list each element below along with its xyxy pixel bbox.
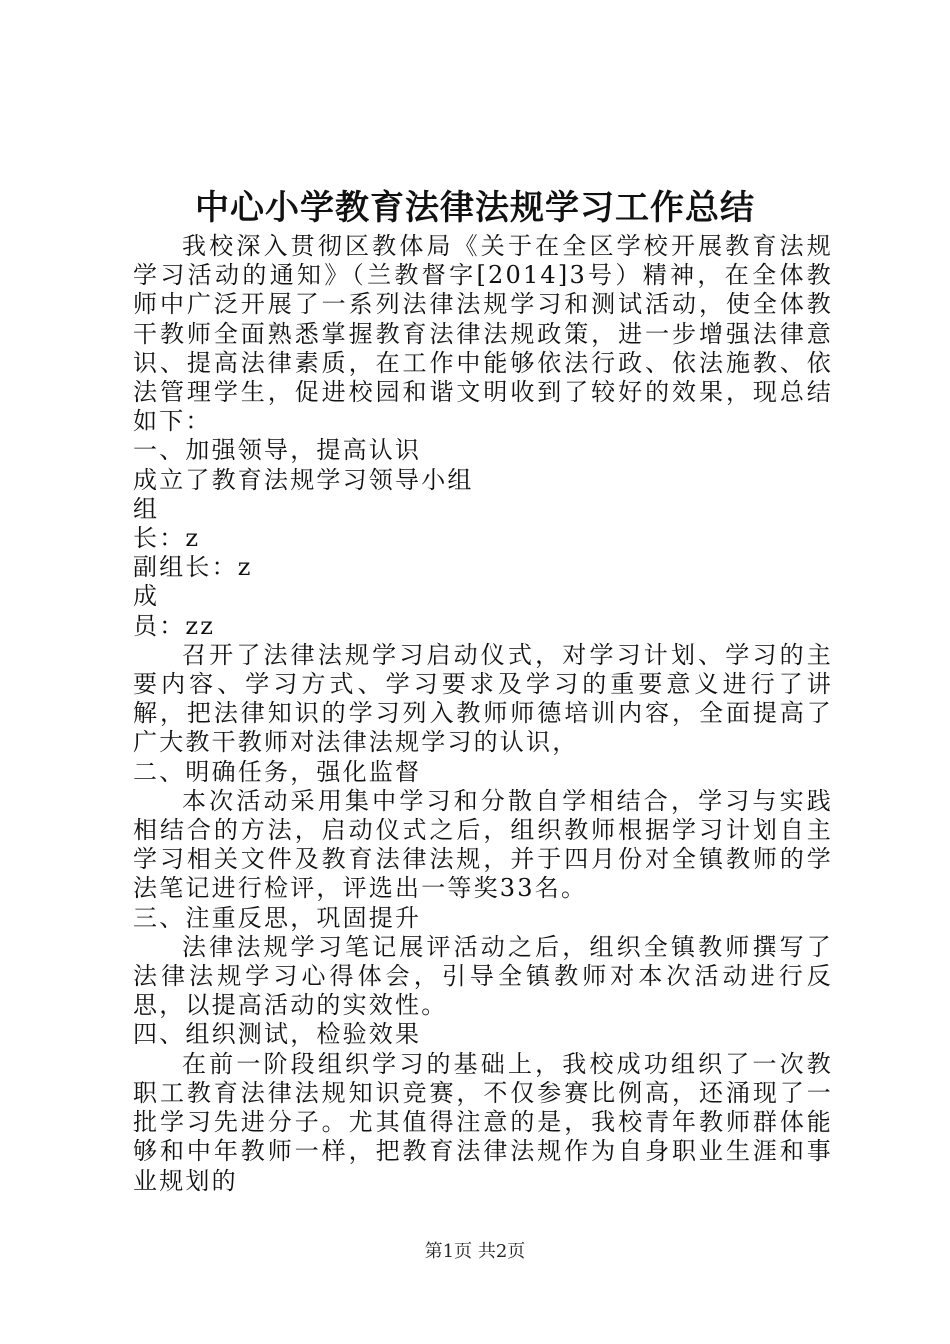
member-members: 员：zz bbox=[133, 611, 216, 640]
paragraph-leadership-group: 成立了教育法规学习领导小组 bbox=[133, 465, 474, 494]
paragraph-test-results: 在前一阶段组织学习的基础上，我校成功组织了一次教职工教育法律法规知识竞赛，不仅参赛比例高，还涌现了一批学习先进分子。尤其值得注意的是，我校青年教师群体能够和中年教师一样，把教育法律法规作为自身职业生涯和事业规划的 bbox=[133, 1049, 833, 1195]
member-leader: 长：z bbox=[133, 524, 201, 553]
paragraph-intro: 我校深入贯彻区教体局《关于在全区学校开展教育法规学习活动的通知》（兰教督字[2014]3号）精神，在全体教师中广泛开展了一系列法律法规学习和测试活动，使全体教干教师全面熟悉掌握教育法律法规政策，进一步增强法律意识、提高法律素质，在工作中能够依法行政、依法施教、依法管理学生，促进校园和谐文明收到了较好的效果，现总结如下： bbox=[133, 232, 833, 436]
member-deputy-leader: 副组长：z bbox=[133, 553, 253, 582]
member-label-cheng: 成 bbox=[133, 582, 160, 611]
paragraph-reflection: 法律法规学习笔记展评活动之后，组织全镇教师撰写了法律法规学习心得体会，引导全镇教师对本次活动进行反思，以提高活动的实效性。 bbox=[133, 932, 833, 1020]
section-heading-3: 三、注重反思，巩固提升 bbox=[133, 903, 422, 932]
paragraph-launch-ceremony: 召开了法律法规学习启动仪式，对学习计划、学习的主要内容、学习方式、学习要求及学习的重要意义进行了讲解，把法律知识的学习列入教师师德培训内容，全面提高了广大教干教师对法律法规学习的认识， bbox=[133, 640, 833, 757]
document-title: 中心小学教育法律法规学习工作总结 bbox=[195, 188, 755, 228]
document-body bbox=[133, 232, 833, 1196]
paragraph-activity-method: 本次活动采用集中学习和分散自学相结合，学习与实践相结合的方法，启动仪式之后，组织教师根据学习计划自主学习相关文件及教育法律法规，并于四月份对全镇教师的学法笔记进行检评，评选出一等奖33名。 bbox=[133, 786, 833, 903]
page-footer: 第1页 共2页 bbox=[424, 1241, 526, 1262]
section-heading-2: 二、明确任务，强化监督 bbox=[133, 757, 422, 786]
section-heading-4: 四、组织测试，检验效果 bbox=[133, 1020, 422, 1049]
section-heading-1: 一、加强领导，提高认识 bbox=[133, 436, 422, 465]
member-label-zu: 组 bbox=[133, 494, 160, 523]
